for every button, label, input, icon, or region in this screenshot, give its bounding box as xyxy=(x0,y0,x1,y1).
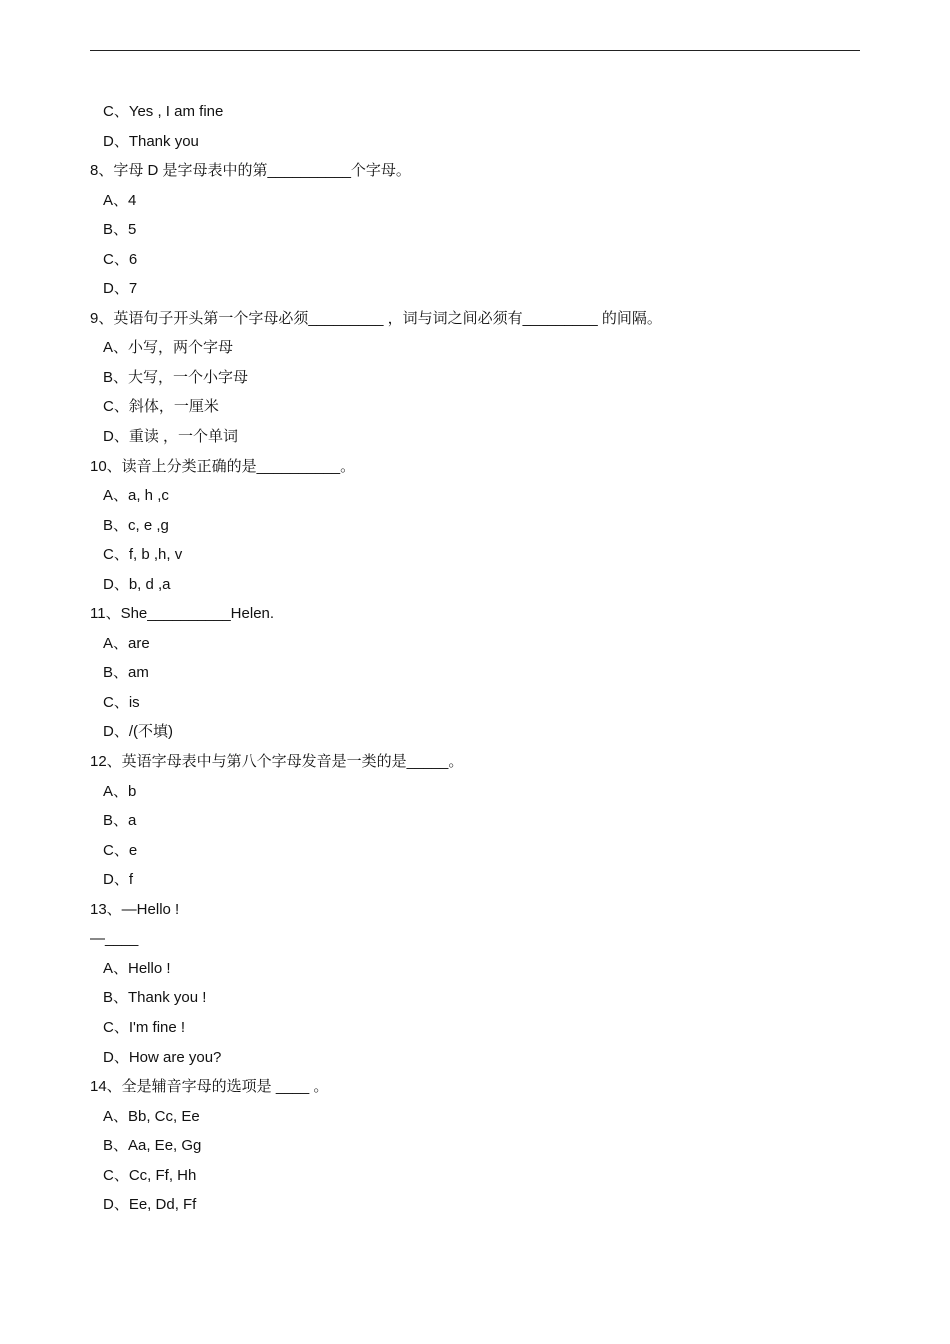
option-d: D、How are you? xyxy=(103,1048,222,1066)
question-9 xyxy=(0,304,950,452)
question-12 xyxy=(0,747,950,895)
option-c: C、斜体，一厘米 xyxy=(103,398,219,416)
question-stem: 13、—Hello ! xyxy=(90,900,180,918)
option-b: B、大写，一个小字母 xyxy=(103,368,249,386)
option-b: B、Thank you ! xyxy=(103,989,207,1007)
option-d: D、7 xyxy=(103,280,138,298)
option-d: D、Ee, Dd, Ff xyxy=(103,1196,197,1214)
option-a: A、小写，两个字母 xyxy=(103,339,234,357)
question-11 xyxy=(0,599,950,747)
question-14 xyxy=(0,1072,950,1220)
question-7-continued xyxy=(0,97,950,156)
option-c: C、Yes , I am fine xyxy=(103,103,224,120)
option-a: A、b xyxy=(103,782,137,800)
option-c: C、Cc, Ff, Hh xyxy=(103,1166,197,1184)
option-b: B、a xyxy=(103,812,137,830)
option-a: A、are xyxy=(103,634,150,652)
option-a: A、4 xyxy=(103,191,137,209)
question-8 xyxy=(0,156,950,304)
header-rule xyxy=(90,50,860,51)
option-d: D、b, d ,a xyxy=(103,575,171,593)
question-stem: 10、读音上分类正确的是__________。 xyxy=(90,457,356,475)
question-10 xyxy=(0,452,950,600)
option-b: B、c, e ,g xyxy=(103,516,169,534)
option-a: A、Hello ! xyxy=(103,959,171,977)
option-c: C、is xyxy=(103,693,140,711)
option-c: C、6 xyxy=(103,250,138,268)
question-stem: 8、字母 D 是字母表中的第__________个字母。 xyxy=(90,162,411,180)
question-stem: 14、全是辅音字母的选项是 ____ 。 xyxy=(90,1078,329,1096)
question-stem-reply: —____ xyxy=(90,930,139,948)
option-c: C、e xyxy=(103,841,138,859)
option-d: D、Thank you xyxy=(103,132,199,150)
option-a: A、a, h ,c xyxy=(103,487,169,505)
question-stem: 12、英语字母表中与第八个字母发音是一类的是_____。 xyxy=(90,753,464,771)
option-c: C、f, b ,h, v xyxy=(103,546,183,564)
exam-content xyxy=(0,97,950,1220)
option-c: C、I'm fine ! xyxy=(103,1018,186,1036)
question-13 xyxy=(0,895,950,1072)
option-b: B、am xyxy=(103,664,149,682)
option-d: D、/(不填) xyxy=(103,723,173,741)
option-d: D、f xyxy=(103,871,134,889)
option-b: B、Aa, Ee, Gg xyxy=(103,1137,202,1155)
question-stem: 9、英语句子开头第一个字母必须_________ ，词与词之间必须有_________ 的间隔。 xyxy=(90,309,662,327)
question-stem: 11、She__________Helen. xyxy=(90,605,275,623)
option-b: B、5 xyxy=(103,221,137,239)
option-a: A、Bb, Cc, Ee xyxy=(103,1107,200,1125)
option-d: D、重读 ，一个单词 xyxy=(103,428,239,446)
